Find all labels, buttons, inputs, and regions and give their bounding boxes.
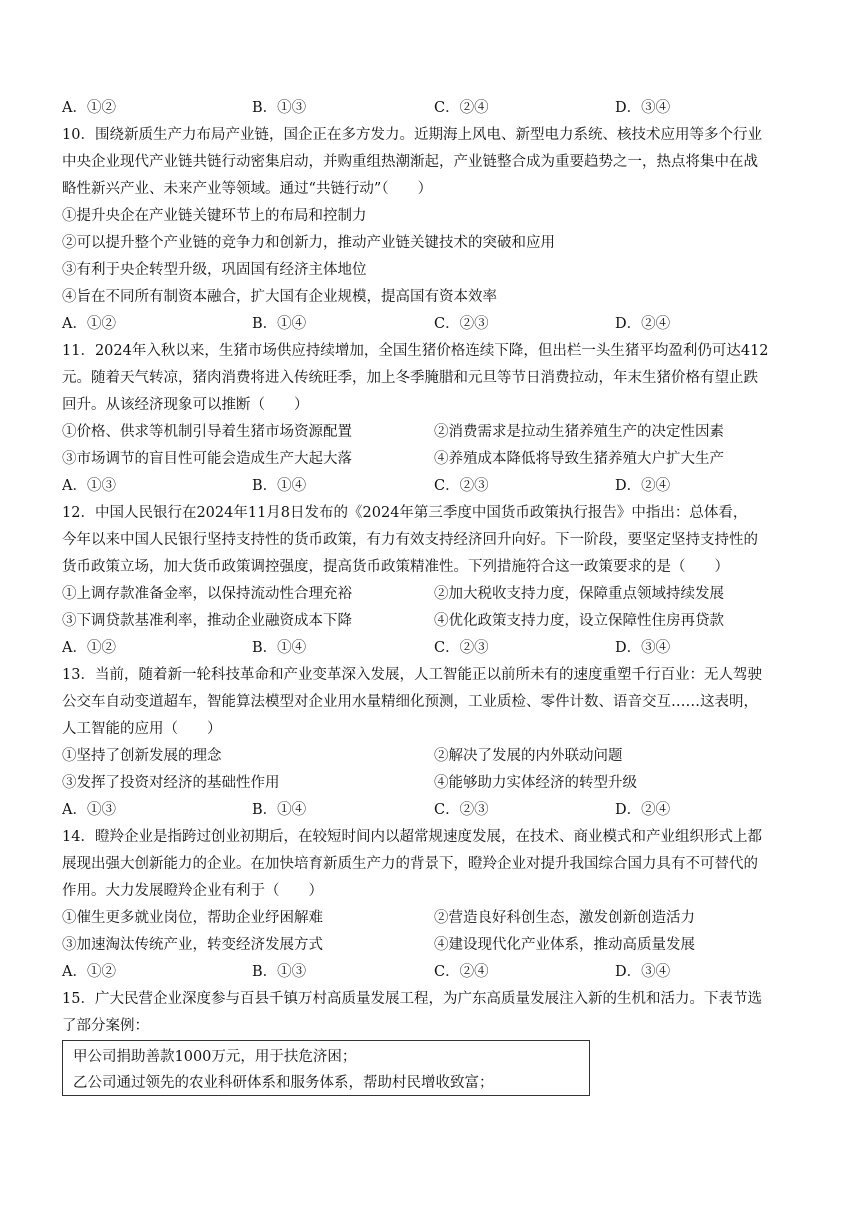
q11-stem-line-3: 回升。从该经济现象可以推断（ ） <box>62 397 309 413</box>
q12-stem-line-3: 货币政策立场，加大货币政策调控强度，提高货币政策精准性。下列措施符合这一政策要求的是（ ） <box>62 559 729 575</box>
q13-stem-line-2: 公交车自动变道超车，智能算法模型对企业用水量精细化预测，工业质检、零件计数、语音交互……这表明， <box>62 694 758 710</box>
q14-stem-line-2: 展现出强大创新能力的企业。在加快培育新质生产力的背景下，瞪羚企业对提升我国综合国力具有不可替代的 <box>62 856 758 872</box>
q11-stem-line-1: 11．2024年入秋以来，生猪市场供应持续增加，全国生猪价格连续下降，但出栏一头生猪平均盈利仍可达412 <box>62 343 769 359</box>
q13-stem-line-1: 13．当前，随着新一轮科技革命和产业变革深入发展，人工智能正以前所未有的速度重塑千行百业：无人驾驶 <box>62 667 762 683</box>
q10-stem-line-2: 中央企业现代产业链共链行动密集启动，并购重组热潮渐起，产业链整合成为重要趋势之一，热点将集中在战 <box>62 154 758 170</box>
q15-stem-line-2: 了部分案例： <box>62 1018 149 1034</box>
q14-statement-1: ①催生更多就业岗位，帮助企业纾困解难 <box>62 910 323 926</box>
q12-statement-1: ①上调存款准备金率，以保持流动性合理充裕 <box>62 586 352 602</box>
q10-statement-3: ③有利于央企转型升级，巩固国有经济主体地位 <box>62 262 367 278</box>
q13-option-c[interactable]: C．②③ <box>434 802 489 818</box>
q13-statement-row-2 <box>62 774 802 792</box>
q12-stem-line-2: 今年以来中国人民银行坚持支持性的货币政策，有力有效支持经济回升向好。下一阶段，要坚定坚持支持性的 <box>62 532 758 548</box>
q11-statement-row-1 <box>62 423 802 441</box>
q10-stem-line-1: 10．围绕新质生产力布局产业链，国企正在多方发力。近期海上风电、新型电力系统、核技术应用等多个行业 <box>62 127 762 143</box>
q14-option-d[interactable]: D．③④ <box>615 964 671 980</box>
q10-option-c[interactable]: C．②③ <box>434 316 489 332</box>
q14-statement-row-1 <box>62 909 802 927</box>
q9-option-a[interactable]: A．①② <box>62 100 116 116</box>
q12-option-d[interactable]: D．③④ <box>615 640 671 656</box>
q10-statement-1: ①提升央企在产业链关键环节上的布局和控制力 <box>62 208 367 224</box>
q14-option-a[interactable]: A．①② <box>62 964 116 980</box>
q13-stem-line-3: 人工智能的应用（ ） <box>62 721 222 737</box>
q13-option-d[interactable]: D．②④ <box>615 802 671 818</box>
q15-stem-line-1: 15．广大民营企业深度参与百县千镇万村高质量发展工程，为广东高质量发展注入新的生机和活力。下表节选 <box>62 991 762 1007</box>
q12-statement-row-1 <box>62 585 802 603</box>
q14-statement-2: ②营造良好科创生态，激发创新创造活力 <box>434 910 695 926</box>
q12-statement-3: ③下调贷款基准利率，推动企业融资成本下降 <box>62 613 352 629</box>
q10-statement-4: ④旨在不同所有制资本融合，扩大国有企业规模，提高国有资本效率 <box>62 289 497 305</box>
q13-options <box>62 801 802 819</box>
q14-statement-row-2 <box>62 936 802 954</box>
q11-stem-line-2: 元。随着天气转凉，猪肉消费将进入传统旺季，加上冬季腌腊和元旦等节日消费拉动，年末生猪价格有望止跌 <box>62 370 758 386</box>
q11-option-d[interactable]: D．②④ <box>615 478 671 494</box>
q14-option-c[interactable]: C．②④ <box>434 964 489 980</box>
q12-stem-line-1: 12．中国人民银行在2024年11月8日发布的《2024年第三季度中国货币政策执行报告》中指出：总体看， <box>62 505 748 521</box>
q9-option-d[interactable]: D．③④ <box>615 100 671 116</box>
q12-statement-2: ②加大税收支持力度，保障重点领域持续发展 <box>434 586 724 602</box>
q11-option-c[interactable]: C．②③ <box>434 478 489 494</box>
q10-option-d[interactable]: D．②④ <box>615 316 671 332</box>
q14-options <box>62 963 802 981</box>
q15-case-1: 甲公司捐助善款1000万元，用于扶危济困； <box>73 1049 357 1065</box>
q15-case-2: 乙公司通过领先的农业科研体系和服务体系，帮助村民增收致富； <box>73 1075 494 1091</box>
q9-options <box>62 99 802 117</box>
q13-option-b[interactable]: B．①④ <box>252 802 307 818</box>
q9-option-b[interactable]: B．①③ <box>252 100 307 116</box>
q11-statement-row-2 <box>62 450 802 468</box>
q11-option-a[interactable]: A．①③ <box>62 478 116 494</box>
q12-statement-4: ④优化政策支持力度，设立保障性住房再贷款 <box>434 613 724 629</box>
q12-options <box>62 639 802 657</box>
q13-statement-3: ③发挥了投资对经济的基础性作用 <box>62 775 280 791</box>
q10-option-b[interactable]: B．①④ <box>252 316 307 332</box>
q10-option-a[interactable]: A．①② <box>62 316 116 332</box>
q12-statement-row-2 <box>62 612 802 630</box>
q13-statement-4: ④能够助力实体经济的转型升级 <box>434 775 637 791</box>
q12-option-b[interactable]: B．①④ <box>252 640 307 656</box>
q11-statement-3: ③市场调节的盲目性可能会造成生产大起大落 <box>62 451 352 467</box>
q13-statement-1: ①坚持了创新发展的理念 <box>62 748 222 764</box>
q13-statement-row-1 <box>62 747 802 765</box>
q11-option-b[interactable]: B．①④ <box>252 478 307 494</box>
q13-option-a[interactable]: A．①③ <box>62 802 116 818</box>
q14-option-b[interactable]: B．①③ <box>252 964 307 980</box>
q11-options <box>62 477 802 495</box>
q14-statement-3: ③加速淘汰传统产业，转变经济发展方式 <box>62 937 323 953</box>
q10-statement-2: ②可以提升整个产业链的竞争力和创新力，推动产业链关键技术的突破和应用 <box>62 235 555 251</box>
q11-statement-4: ④养殖成本降低将导致生猪养殖大户扩大生产 <box>434 451 724 467</box>
q12-option-c[interactable]: C．②③ <box>434 640 489 656</box>
q15-case-table <box>62 1040 590 1096</box>
q11-statement-2: ②消费需求是拉动生猪养殖生产的决定性因素 <box>434 424 724 440</box>
q9-option-c[interactable]: C．②④ <box>434 100 489 116</box>
q14-statement-4: ④建设现代化产业体系，推动高质量发展 <box>434 937 695 953</box>
q11-statement-1: ①价格、供求等机制引导着生猪市场资源配置 <box>62 424 352 440</box>
q13-statement-2: ②解决了发展的内外联动问题 <box>434 748 623 764</box>
q10-options <box>62 315 802 333</box>
q10-stem-line-3: 略性新兴产业、未来产业等领域。通过“共链行动”（ ） <box>62 181 433 197</box>
q14-stem-line-3: 作用。大力发展瞪羚企业有利于（ ） <box>62 883 323 899</box>
q14-stem-line-1: 14．瞪羚企业是指跨过创业初期后，在较短时间内以超常规速度发展，在技术、商业模式和产业组织形式上都 <box>62 829 762 845</box>
q12-option-a[interactable]: A．①② <box>62 640 116 656</box>
